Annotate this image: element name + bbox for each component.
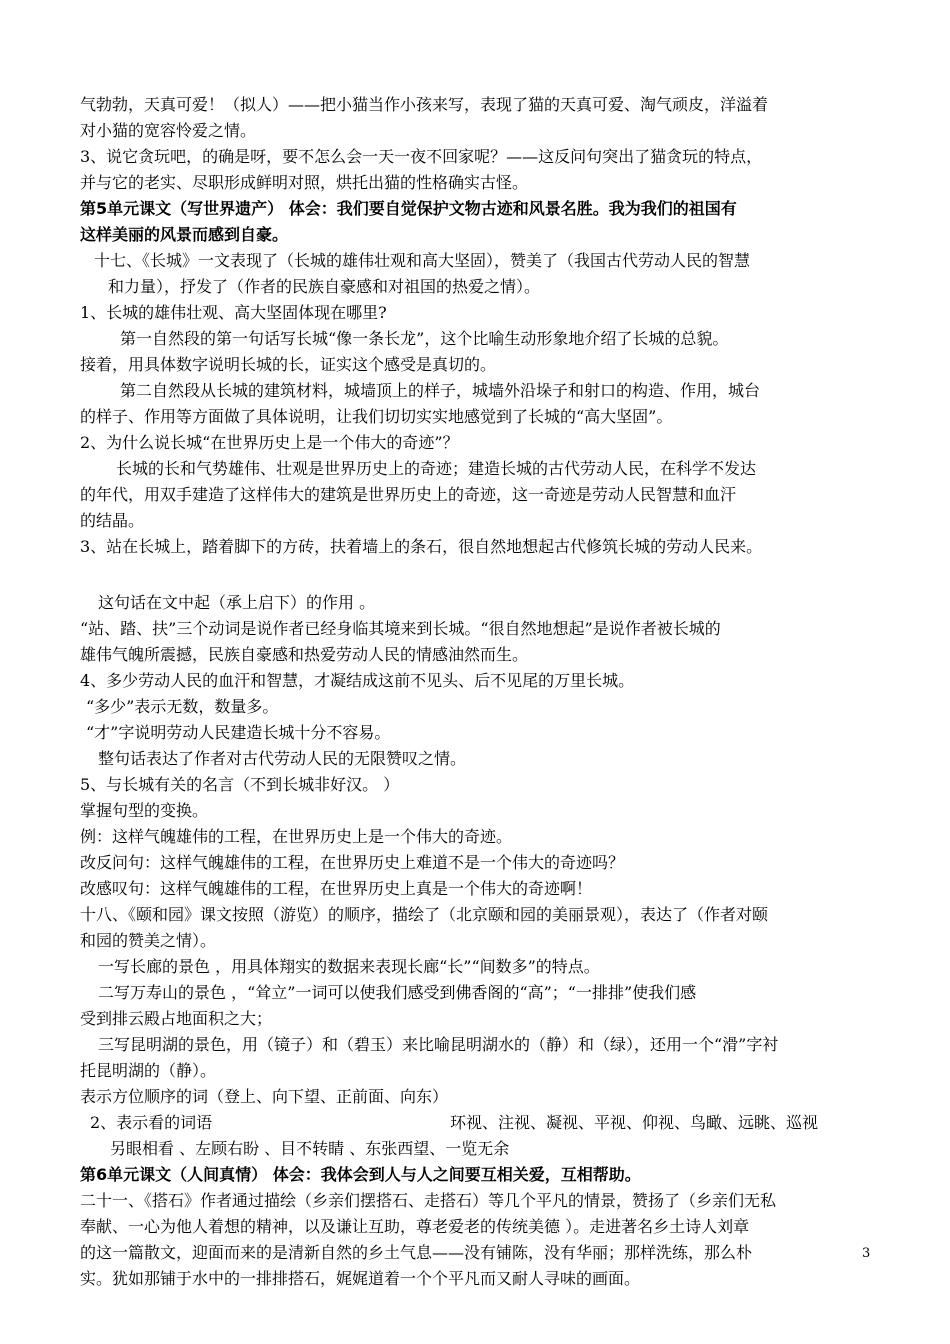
section-heading-line: 这样美丽的风景而感到自豪。	[80, 225, 289, 244]
text-line: 一写长廊的景色 ，用具体翔实的数据来表现长廊“长”“间数多”的特点。	[98, 957, 600, 976]
text-line: 三写昆明湖的景色，用（镜子）和（碧玉）来比喻昆明湖水的（静）和（绿），还用一个“滑”字衬	[98, 1035, 779, 1054]
text-line: 整句话表达了作者对古代劳动人民的无限赞叹之情。	[98, 749, 467, 768]
text-line: 的年代，用双手建造了这样伟大的建筑是世界历史上的奇迹，这一奇迹是劳动人民智慧和血汗	[80, 485, 737, 504]
text-line: 二写万寿山的景色 ，“耸立”一词可以使我们感受到佛香阁的“高”；“一排排”使我们感	[98, 983, 697, 1002]
text-line: 的这一篇散文，迎面而来的是清新自然的乡土气息——没有铺陈，没有华丽；那样洗练，那么朴	[80, 1243, 753, 1262]
text-line: 1、长城的雄伟壮观、高大坚固体现在哪里?	[80, 303, 387, 322]
text-line: 和力量），抒发了（作者的民族自豪感和对祖国的热爱之情）。	[108, 277, 541, 296]
text-line: 掌握句型的变换。	[80, 801, 209, 820]
text-line: 的结晶。	[80, 511, 145, 530]
text-line: 改感叹句：这样气魄雄伟的工程，在世界历史上真是一个伟大的奇迹啊！	[80, 879, 593, 898]
text-line: 接着，用具体数字说明长城的长，证实这个感受是真切的。	[80, 355, 497, 374]
text-line: 奉献、一心为他人着想的精神，以及谦让互助，尊老爱老的传统美德 ）。走进著名乡土诗人刘章	[80, 1217, 750, 1236]
text-line: “才”字说明劳动人民建造长城十分不容易。	[86, 723, 391, 742]
text-line: 5、与长城有关的名言（不到长城非好汉。 ）	[80, 775, 400, 794]
text-line: 3、站在长城上，踏着脚下的方砖，扶着墙上的条石，很自然地想起古代修筑长城的劳动人民来。	[80, 537, 763, 556]
text-line: “多少”表示无数，数量多。	[86, 697, 279, 716]
text-line: 另眼相看 、左顾右盼 、目不转睛 、东张西望、一览无余	[110, 1139, 510, 1158]
text-line: 受到排云殿占地面积之大；	[80, 1009, 273, 1028]
text-line: “站、踏、扶”三个动词是说作者已经身临其境来到长城。“很自然地想起”是说作者被长城的	[80, 619, 721, 638]
text-line: 托昆明湖的（静）。	[80, 1061, 217, 1080]
section-heading-line: 第6单元课文（人间真情） 体会：我体会到人与人之间要互相关爱，互相帮助。	[80, 1165, 641, 1184]
text-line: 表示方位顺序的词（登上、向下望、正前面、向东）	[80, 1087, 449, 1106]
text-line: 和园的赞美之情）。	[80, 931, 217, 950]
text-line: 十八、《颐和园》课文按照（游览）的顺序，描绘了（北京颐和园的美丽景观），表达了（作者对颐	[80, 905, 769, 924]
text-line: 二十一、《搭石》作者通过描绘（乡亲们摆搭石、走搭石）等几个平凡的情景，赞扬了（乡亲们无私	[80, 1191, 777, 1210]
text-line: 对小猫的宽容怜爱之情。	[80, 121, 257, 140]
page-number: 3	[862, 1246, 871, 1261]
text-line: 2、为什么说长城“在世界历史上是一个伟大的奇迹”？	[80, 433, 459, 452]
text-line: 雄伟气魄所震撼，民族自豪感和热爱劳动人民的情感油然而生。	[80, 645, 529, 664]
text-line: 的样子、作用等方面做了具体说明，让我们切切实实地感觉到了长城的“高大坚固”。	[80, 407, 673, 426]
text-line: 实。犹如那铺于水中的一排排搭石，娓娓道着一个个平凡而又耐人寻味的画面。	[80, 1269, 641, 1288]
text-line: 例：这样气魄雄伟的工程，在世界历史上是一个伟大的奇迹。	[80, 827, 513, 846]
section-heading-line: 第5单元课文（写世界遗产） 体会：我们要自觉保护文物古迹和风景名胜。我为我们的祖国有	[80, 199, 737, 218]
text-line: 2、表示看的词语	[90, 1113, 213, 1132]
text-line: 第一自然段的第一句话写长城“像一条长龙”，这个比喻生动形象地介绍了长城的总貌。	[120, 329, 729, 348]
text-line: 3、说它贪玩吧，的确是呀，要不怎么会一天一夜不回家呢？——这反问句突出了猫贪玩的特点，	[80, 147, 763, 166]
text-line: 这句话在文中起（承上启下）的作用 。	[98, 593, 376, 612]
text-line: 改反问句：这样气魄雄伟的工程，在世界历史上难道不是一个伟大的奇迹吗？	[80, 853, 625, 872]
text-line: 长城的长和气势雄伟、壮观是世界历史上的奇迹；建造长城的古代劳动人民，在科学不发达	[116, 459, 757, 478]
text-line: 4、多少劳动人民的血汗和智慧，才凝结成这前不见头、后不见尾的万里长城。	[80, 671, 635, 690]
text-line: 并与它的老实、尽职形成鲜明对照，烘托出猫的性格确实古怪。	[80, 173, 529, 192]
text-line: 气勃勃，天真可爱！（拟人）——把小猫当作小孩来写，表现了猫的天真可爱、淘气顽皮，洋溢着	[80, 95, 769, 114]
text-line: 第二自然段从长城的建筑材料，城墙顶上的样子，城墙外沿垛子和射口的构造、作用，城台	[120, 381, 761, 400]
text-line: 十七、《长城》一文表现了（长城的雄伟壮观和高大坚固），赞美了（我国古代劳动人民的智慧	[94, 251, 751, 270]
text-line: 环视、注视、凝视、平视、仰视、鸟瞰、远眺、巡视	[450, 1113, 819, 1132]
